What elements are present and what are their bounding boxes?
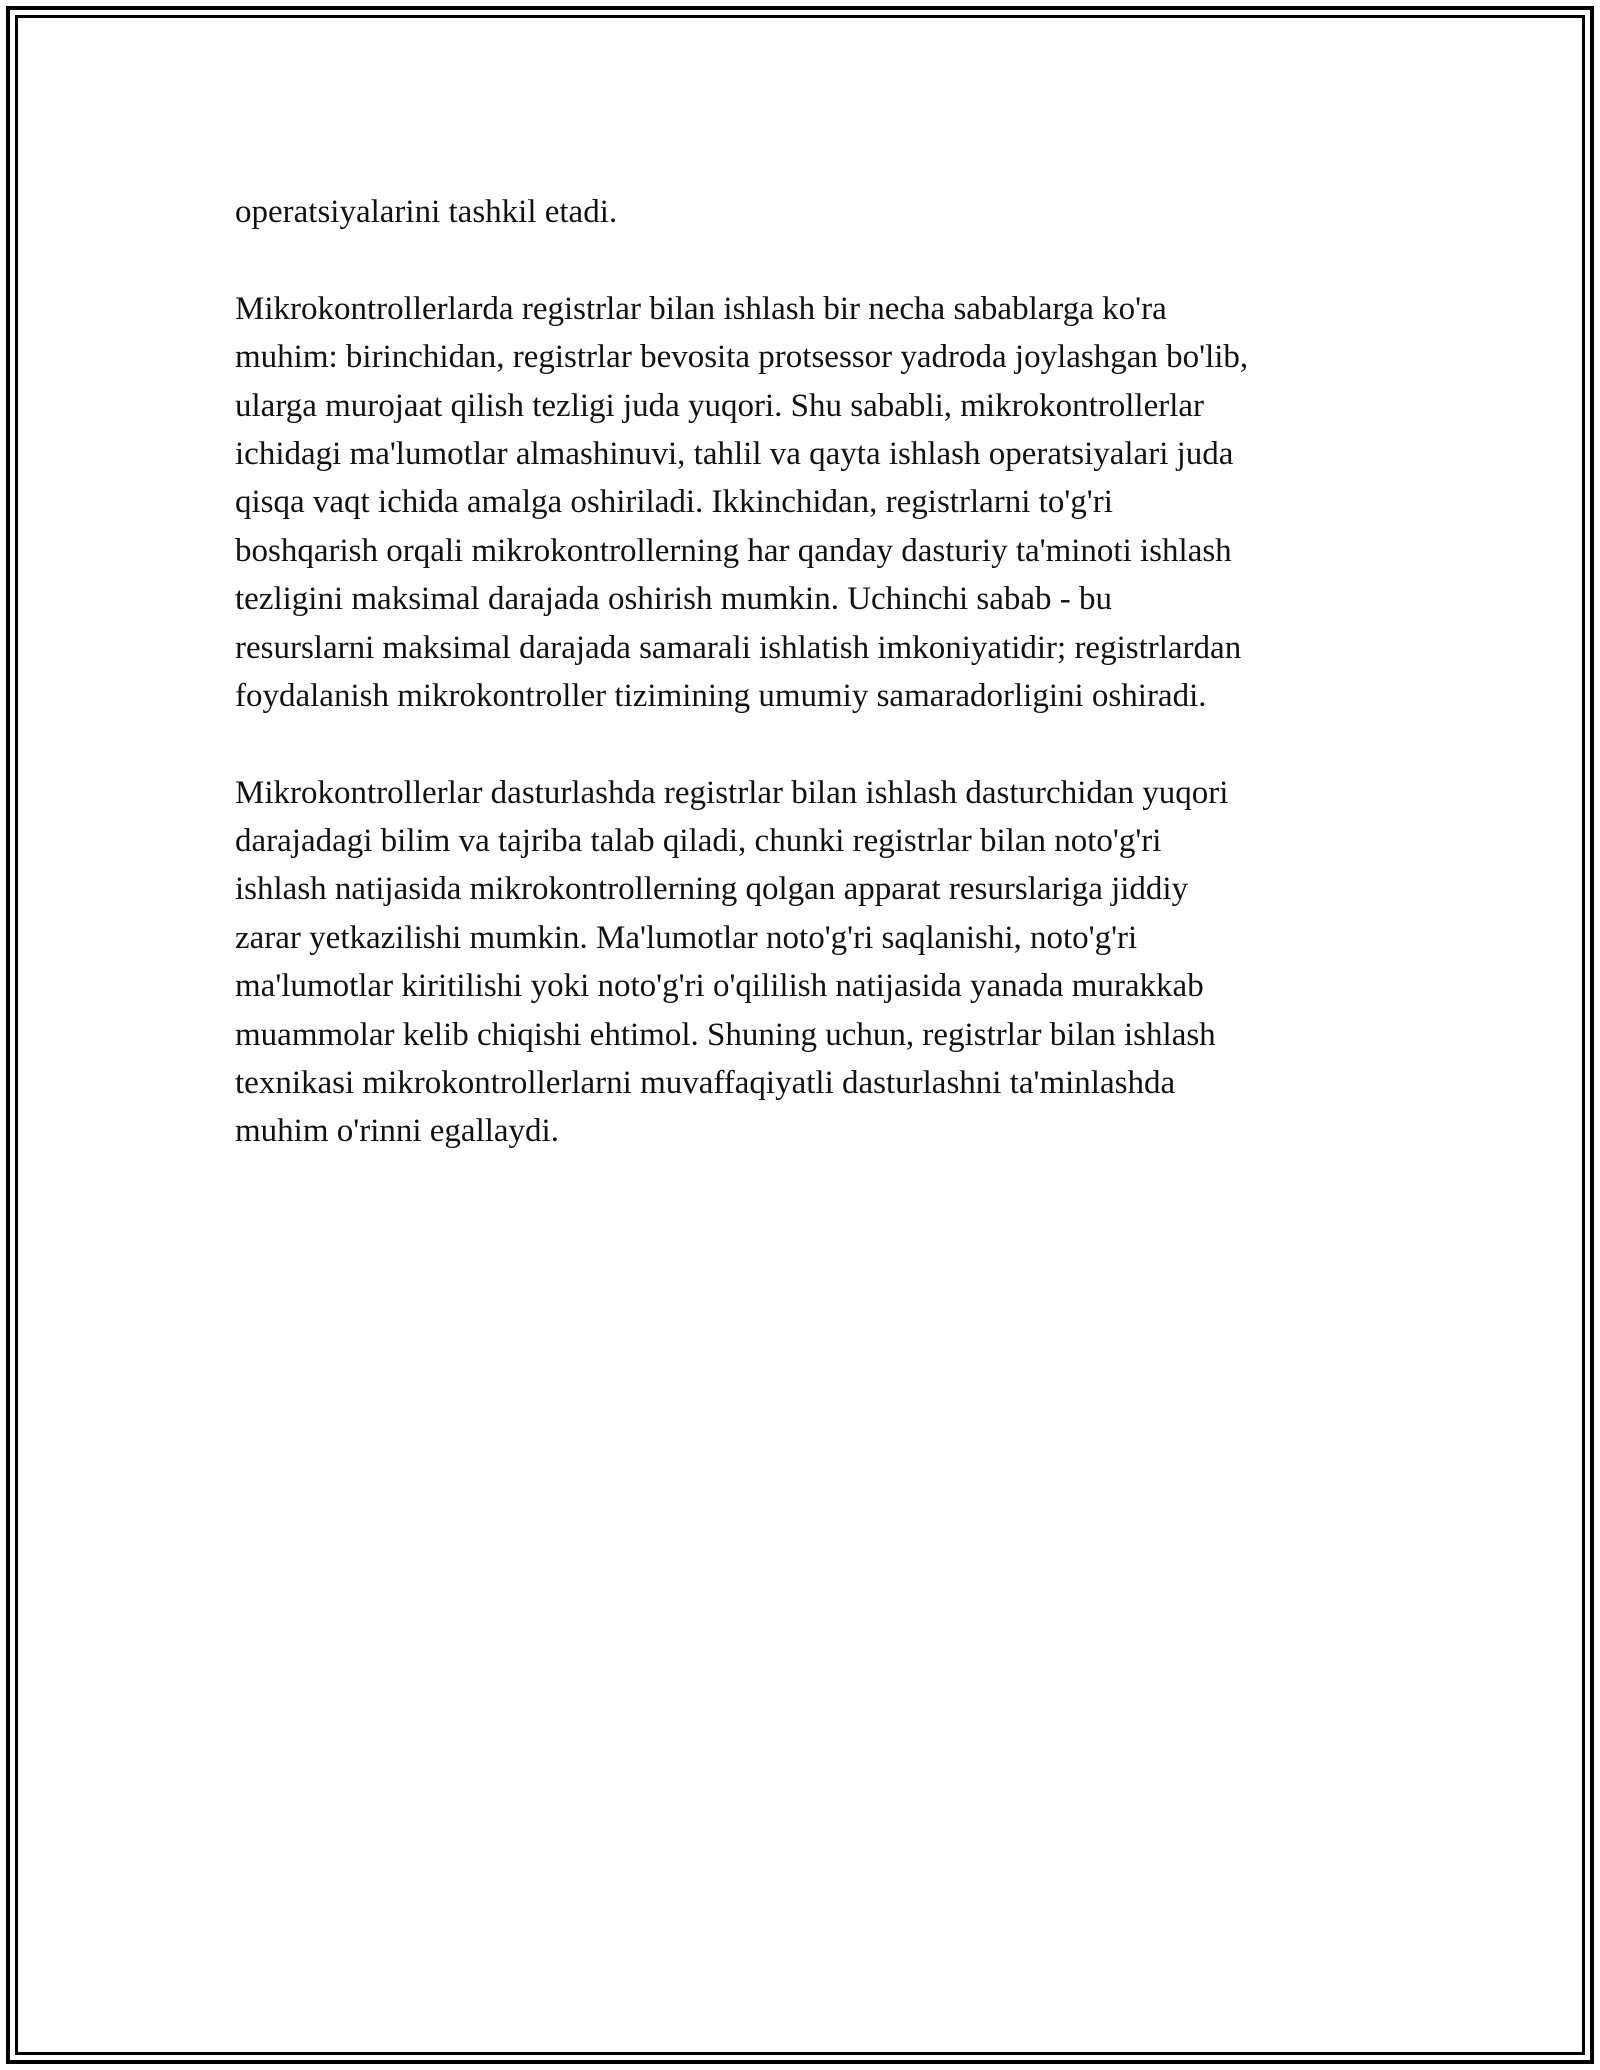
text-line: tezligini maksimal darajada oshirish mumkin. Uchinchi sabab - bu bbox=[235, 581, 1113, 618]
text-line: texnikasi mikrokontrollerlarni muvaffaqiyatli dasturlashni ta'minlashda bbox=[235, 1065, 1176, 1102]
text-line: ishlash natijasida mikrokontrollerning qolgan apparat resurslariga jiddiy bbox=[235, 871, 1189, 908]
document-body bbox=[235, 188, 1365, 1204]
paragraph-2 bbox=[235, 285, 1365, 721]
text-line: Mikrokontrollerlar dasturlashda registrlar bilan ishlash dasturchidan yuqori bbox=[235, 774, 1229, 811]
paragraph-1 bbox=[235, 188, 1365, 236]
text-line: muammolar kelib chiqishi ehtimol. Shuning uchun, registrlar bilan ishlash bbox=[235, 1016, 1216, 1053]
text-line: muhim: birinchidan, registrlar bevosita protsessor yadroda joylashgan bo'lib, bbox=[235, 339, 1249, 376]
text-line: resurslarni maksimal darajada samarali ishlatish imkoniyatidir; registrlardan bbox=[235, 629, 1242, 666]
text-line: boshqarish orqali mikrokontrollerning har qanday dasturiy ta'minoti ishlash bbox=[235, 532, 1232, 569]
text-line: operatsiyalarini tashkil etadi. bbox=[235, 194, 618, 230]
text-line: ularga murojaat qilish tezligi juda yuqori. Shu sababli, mikrokontrollerlar bbox=[235, 387, 1205, 424]
text-line: ma'lumotlar kiritilishi yoki noto'g'ri o'qililish natijasida yanada murakkab bbox=[235, 968, 1204, 1005]
text-line: darajadagi bilim va tajriba talab qiladi, chunki registrlar bilan noto'g'ri bbox=[235, 823, 1162, 860]
text-line: foydalanish mikrokontroller tizimining umumiy samaradorligini oshiradi. bbox=[235, 677, 1207, 714]
paragraph-3 bbox=[235, 769, 1365, 1156]
text-line: Mikrokontrollerlarda registrlar bilan ishlash bir necha sabablarga ko'ra bbox=[235, 290, 1167, 327]
text-line: ichidagi ma'lumotlar almashinuvi, tahlil va qayta ishlash operatsiyalari juda bbox=[235, 435, 1234, 472]
text-line: zarar yetkazilishi mumkin. Ma'lumotlar noto'g'ri saqlanishi, noto'g'ri bbox=[235, 919, 1138, 956]
text-line: qisqa vaqt ichida amalga oshiriladi. Ikkinchidan, registrlarni to'g'ri bbox=[235, 484, 1113, 521]
text-line: muhim o'rinni egallaydi. bbox=[235, 1113, 559, 1150]
